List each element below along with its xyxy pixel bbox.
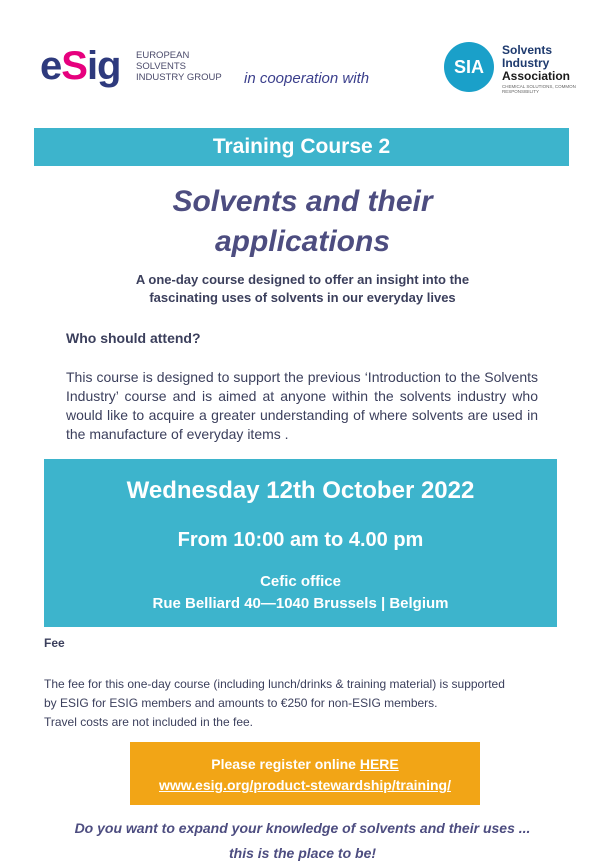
sia-logo-line1: Solvents	[502, 43, 553, 57]
sia-logo-name	[502, 44, 570, 83]
register-url-link[interactable]: www.esig.org/product-stewardship/training/	[159, 777, 451, 793]
event-details-box	[44, 459, 557, 627]
who-should-attend-heading: Who should attend?	[66, 330, 201, 346]
course-title-line2: applications	[214, 225, 391, 258]
esig-logo-wordmark	[40, 40, 120, 92]
esig-org-name: EUROPEAN SOLVENTS INDUSTRY GROUP	[136, 50, 222, 83]
register-here-link[interactable]: HERE	[359, 756, 399, 772]
event-date: Wednesday 12th October 2022	[126, 477, 475, 504]
sia-logo-mark: SIA	[444, 42, 494, 92]
course-title	[0, 182, 605, 262]
register-prefix: Please register online	[211, 756, 360, 772]
sia-logo-tagline: CHEMICAL SOLUTIONS, COMMON RESPONSIBILITY	[502, 84, 576, 94]
event-venue-name: Cefic office	[260, 573, 341, 590]
fee-text-line3: Travel costs are not included in the fee.	[44, 715, 254, 729]
esig-logo-ig: ig	[86, 44, 121, 88]
fee-text-line2: by ESIG for ESIG members and amounts to €250 for non-ESIG members.	[44, 696, 438, 710]
esig-logo-e: e	[40, 44, 62, 88]
who-should-attend-body: This course is designed to support the previous ‘Introduction to the Solvents Industry’ course and is aimed at anyone within the solvents industry who would like to acquire a greater understanding of where solvents are used in the manufacture of everyday items .	[66, 369, 538, 442]
sia-logo-line2: Industry	[502, 56, 550, 70]
closing-line1: Do you want to expand your knowledge of solvents and their uses ...	[74, 820, 531, 836]
course-subtitle	[60, 271, 545, 307]
sia-logo	[444, 40, 584, 92]
esig-logo-s: S	[61, 44, 87, 88]
register-box	[130, 742, 480, 805]
register-url-line	[130, 775, 480, 795]
fee-text	[44, 675, 564, 732]
cooperation-text: in cooperation with	[244, 70, 370, 87]
course-title-line1: Solvents and their	[172, 185, 433, 218]
course-subtitle-line2: fascinating uses of solvents in our everyday lives	[149, 290, 456, 305]
closing-text	[0, 816, 605, 866]
fee-text-line1: The fee for this one-day course (including lunch/drinks & training material) is supported	[44, 677, 505, 691]
event-time: From 10:00 am to 4.00 pm	[177, 529, 424, 551]
course-banner: Training Course 2	[34, 128, 569, 166]
esig-logo	[40, 40, 230, 92]
course-subtitle-line1: A one-day course designed to offer an insight into the	[135, 272, 470, 287]
fee-label: Fee	[44, 636, 65, 650]
closing-line2: this is the place to be!	[228, 845, 377, 861]
event-venue-address: Rue Belliard 40—1040 Brussels | Belgium	[152, 595, 449, 612]
sia-logo-line3: Association	[502, 69, 571, 83]
register-line	[130, 754, 480, 774]
event-venue	[44, 571, 557, 615]
